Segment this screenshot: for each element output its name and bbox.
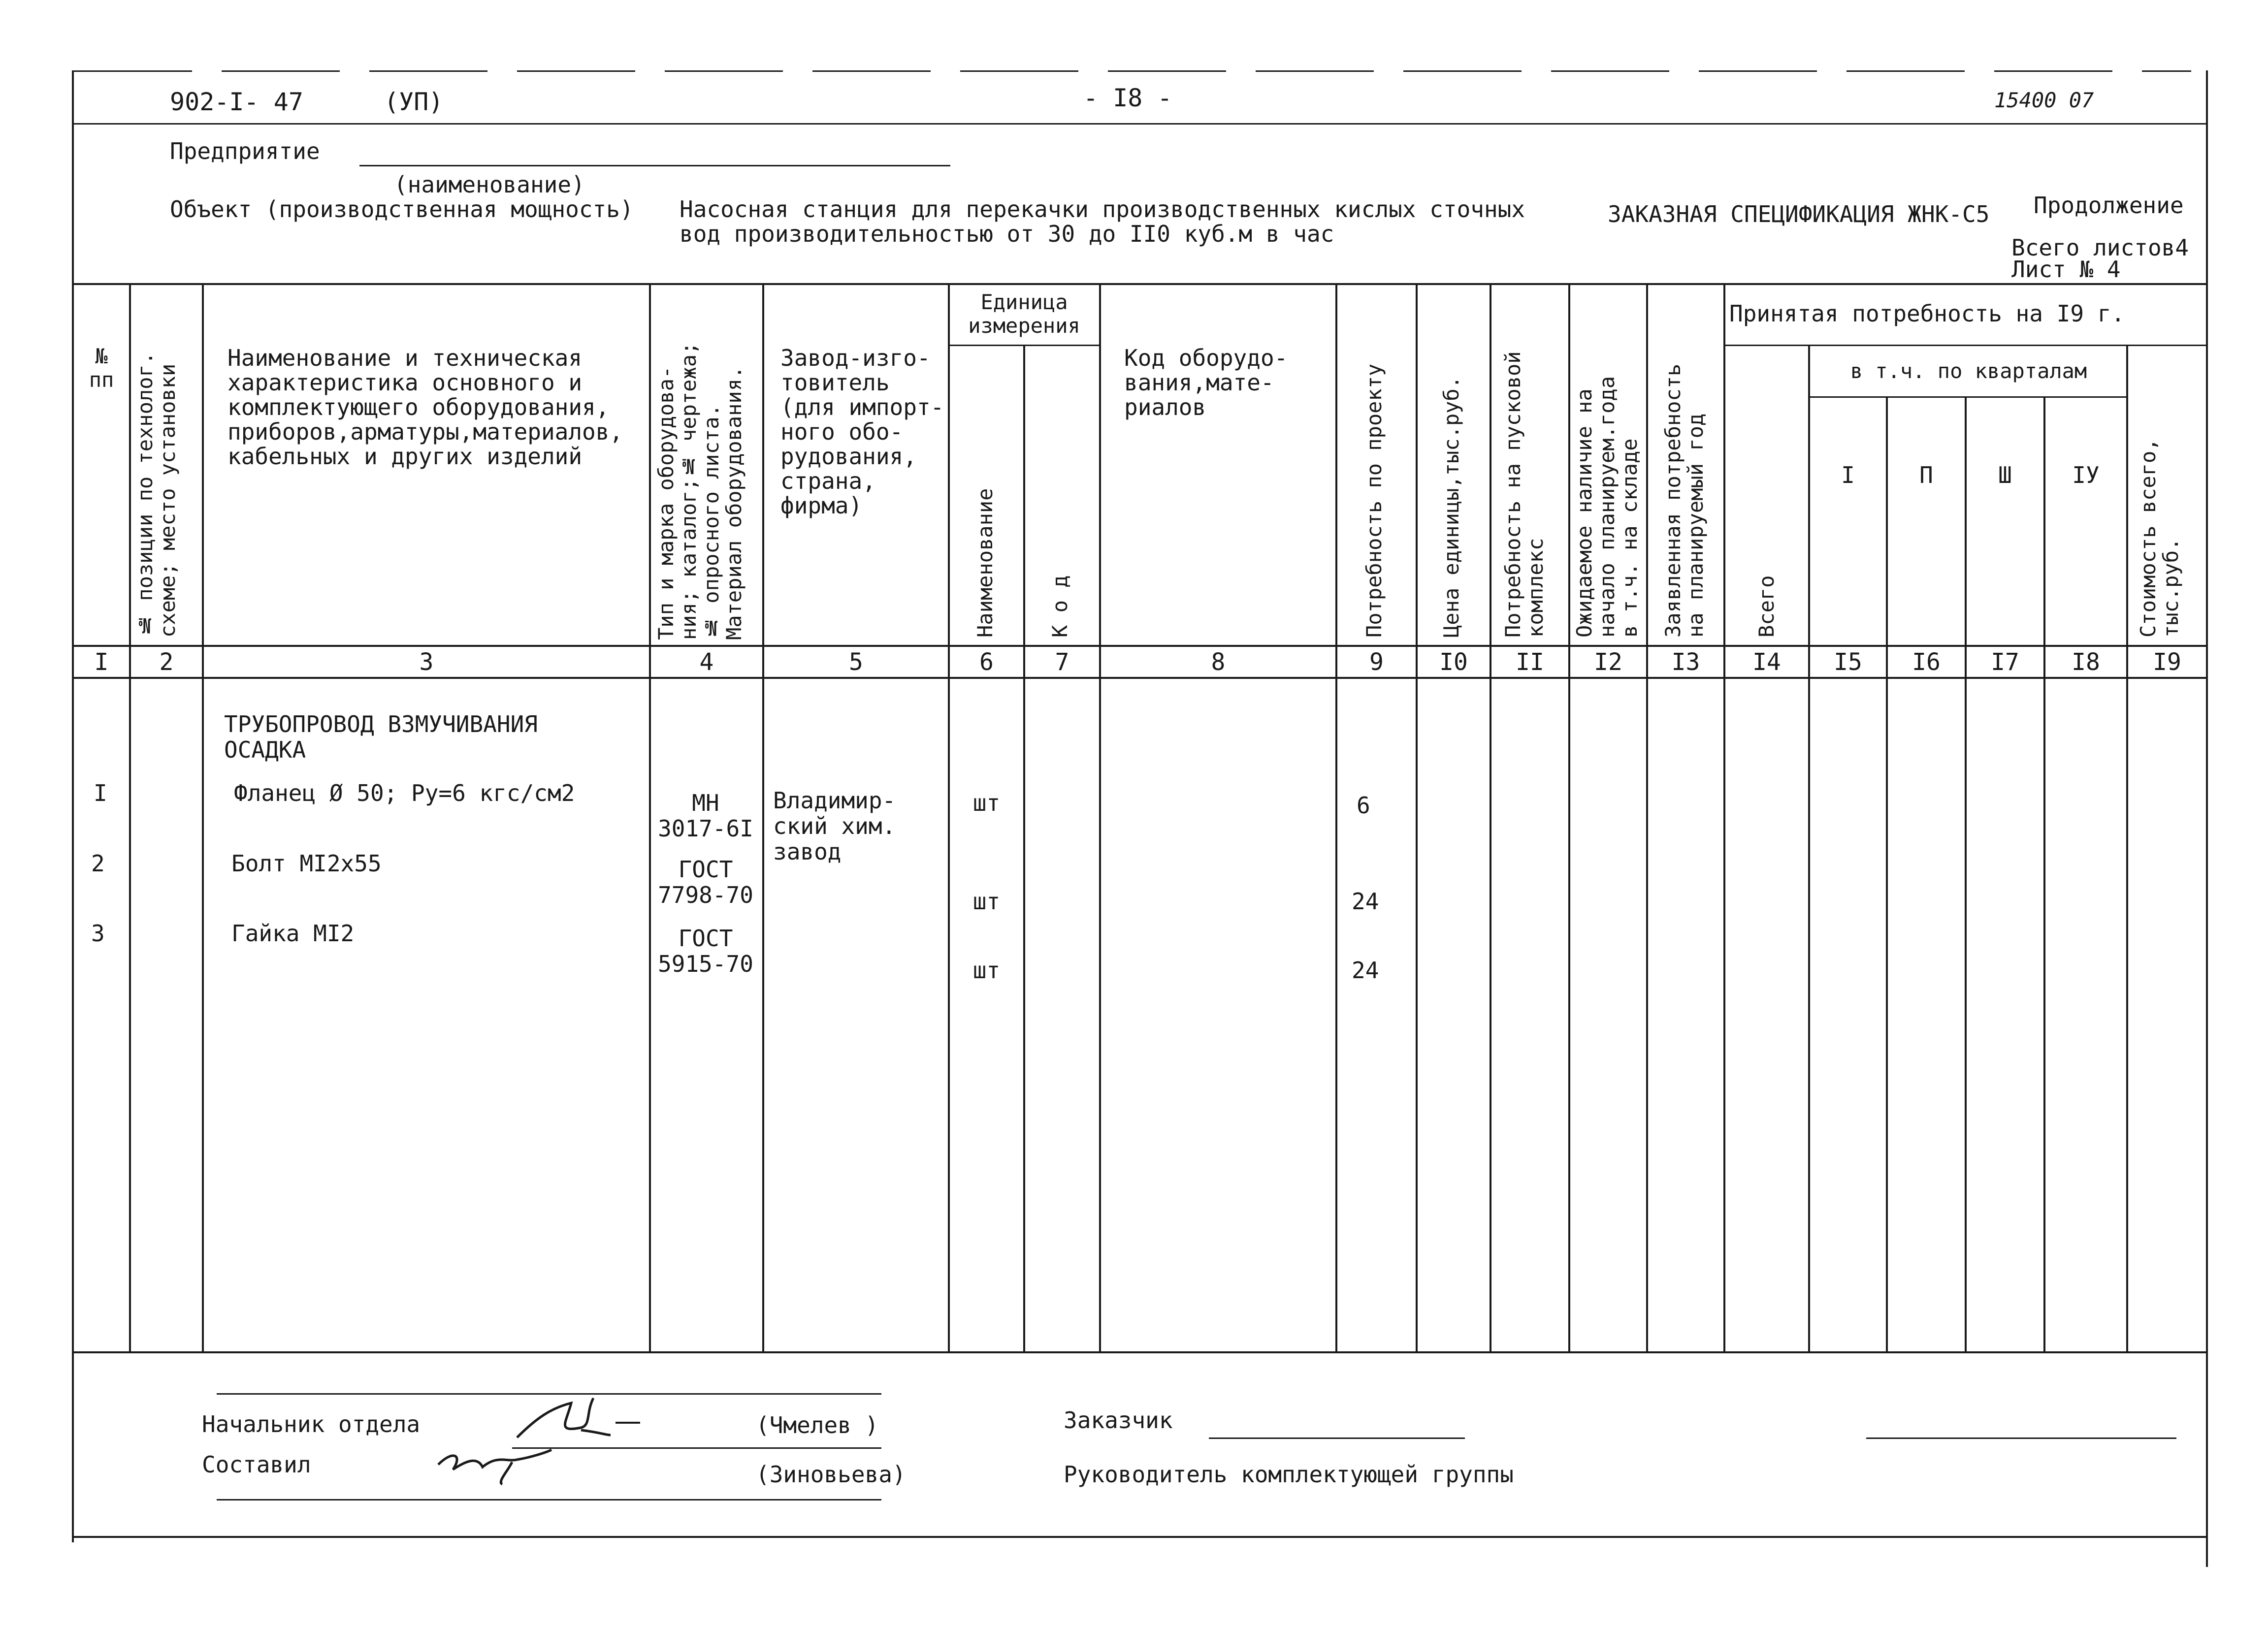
header-bottom-rule (72, 645, 2208, 647)
grid-v8 (1335, 283, 1337, 1351)
row-number: I (94, 780, 107, 806)
table-bottom-rule (72, 1351, 2208, 1353)
section-title: ТРУБОПРОВОД ВЗМУЧИВАНИЯ ОСАДКА (224, 711, 538, 763)
grid-v7 (1099, 283, 1101, 1351)
quarters-group-header: в т.ч. по кварталам (1850, 359, 2087, 383)
row-name: Гайка МI2 (231, 920, 355, 947)
head-name-line (512, 1447, 881, 1449)
accepted-group-header: Принятая потребность на I9 г. (1729, 300, 2125, 327)
row-type: ГОСТ 7798-70 (658, 856, 753, 908)
group-head-label: Руководитель комплектующей группы (1064, 1461, 1514, 1488)
compiler-signature (433, 1445, 561, 1489)
customer-label: Заказчик (1064, 1407, 1173, 1434)
col-start-need-header: Потребность на пусковой комплекс (1501, 351, 1548, 638)
grid-v4 (762, 283, 764, 1351)
col-name-header: Наименование и техническая характеристика основного и комплектующего оборудования, приборов,арматуры,материалов, кабельных и других изделий (227, 345, 623, 470)
col-cost-header: Стоимость всего, тыс.руб. (2136, 438, 2183, 638)
object-text: Насосная станция для перекачки производственных кислых сточных вод производительностью от 30 до II0 куб.м в час (680, 196, 1525, 247)
col-number: I9 (2153, 648, 2181, 676)
album-code: (УП) (384, 88, 444, 116)
continuation-label: Продолжение (2034, 192, 2184, 219)
row-type: МН 3017-6I (658, 790, 753, 842)
spec-title: ЗАКАЗНАЯ СПЕЦИФИКАЦИЯ ЖНК-С5 (1608, 201, 1990, 227)
grid-v14 (1808, 345, 1810, 1351)
col-number: 2 (159, 648, 174, 676)
col-number: I8 (2072, 648, 2100, 676)
doc-code: 902-I- 47 (170, 88, 303, 116)
grid-v10 (1490, 283, 1491, 1351)
col-expected-header: Ожидаемое наличие на начало планируем.года в т.ч. на складе (1572, 376, 1642, 638)
row-number: 3 (91, 920, 105, 947)
row-unit: шт (972, 790, 1001, 816)
grid-v1 (129, 283, 131, 1351)
row-unit: шт (972, 957, 1001, 984)
head-of-department-label: Начальник отдела (202, 1411, 421, 1437)
col-total-header: Всего (1754, 575, 1779, 638)
col-number: 9 (1369, 648, 1384, 676)
grid-v12 (1646, 283, 1648, 1351)
row-quantity: 24 (1352, 888, 1379, 915)
grid-v5 (948, 283, 950, 1351)
total-sheets: Всего листов4 (2011, 234, 2189, 261)
quarter-4-header: IУ (2072, 462, 2100, 488)
quarters-group-rule (1808, 396, 2126, 398)
grid-v11 (1568, 283, 1570, 1351)
grid-v15 (1886, 396, 1888, 1351)
col-code-header: Код оборудо- вания,мате- риалов (1124, 345, 1288, 420)
row-maker: Владимир- ский хим. завод (773, 787, 896, 865)
row-number: 2 (91, 850, 105, 877)
frame-bottom (72, 1536, 2208, 1538)
unit-group-header: Единица измерения (968, 290, 1080, 338)
col-unit-name-header: Наименование (973, 488, 997, 638)
inventory-number: 15400 07 (1994, 88, 2094, 112)
compiler-name: (Зиновьева) (756, 1461, 906, 1488)
col-number: 3 (419, 648, 434, 676)
customer-line (1209, 1437, 1465, 1439)
col-number: II (1516, 648, 1544, 676)
frame-left (72, 70, 74, 1542)
col-number: 6 (979, 648, 994, 676)
col-number: I6 (1912, 648, 1941, 676)
compiler-name-line (217, 1499, 881, 1500)
head-signature (507, 1388, 645, 1452)
col-number: I0 (1439, 648, 1468, 676)
col-number: I (94, 648, 109, 676)
col-unit-code-header: К о д (1048, 575, 1072, 638)
col-declared-header: Заявленная потребность на планируемый год (1661, 363, 1708, 638)
col-price-header: Цена единицы,тыс.руб. (1439, 376, 1463, 638)
compiler-label: Составил (202, 1451, 311, 1478)
numbers-bottom-rule (72, 677, 2208, 679)
row-name: Болт МI2х55 (231, 850, 382, 877)
col-number: 5 (849, 648, 863, 676)
row-name: Фланец Ø 50; Ру=6 кгс/см2 (234, 780, 575, 806)
accepted-group-rule (1723, 345, 2208, 346)
quarter-2-header: П (1919, 462, 1933, 488)
quarter-1-header: I (1841, 462, 1855, 488)
grid-v2 (202, 283, 204, 1351)
col-number: 7 (1055, 648, 1069, 676)
page-number: - I8 - (1083, 84, 1172, 112)
col-position-header: № позиции по технолог. схеме; место установки (133, 351, 180, 638)
col-number: I2 (1594, 648, 1622, 676)
col-number: I4 (1752, 648, 1781, 676)
grid-v16 (1965, 396, 1967, 1351)
col-number: 4 (699, 648, 714, 676)
object-label: Объект (производственная мощность) (170, 196, 634, 223)
row-quantity: 6 (1357, 792, 1370, 819)
col-number: I3 (1671, 648, 1700, 676)
header-rule (72, 123, 2208, 125)
row-unit: шт (972, 888, 1001, 915)
row-quantity: 24 (1352, 957, 1379, 984)
grid-v17 (2043, 396, 2045, 1351)
quarter-3-header: Ш (1998, 462, 2012, 488)
grid-v9 (1416, 283, 1418, 1351)
col-number: 8 (1211, 648, 1226, 676)
enterprise-underline (359, 165, 950, 166)
name-note: (наименование) (394, 171, 585, 198)
col-num-header: № пп (89, 344, 114, 392)
info-bottom-rule (72, 283, 2208, 285)
grid-v18 (2126, 345, 2128, 1351)
col-type-header: Тип и марка оборудова- ния; каталог;№ чертежа; № опросного листа. Материал оборудования. (654, 342, 746, 640)
head-of-department-name: (Чмелев ) (756, 1412, 879, 1438)
top-rule (74, 70, 2191, 72)
enterprise-label: Предприятие (170, 138, 320, 164)
frame-right (2206, 70, 2208, 1567)
grid-v6 (1023, 345, 1025, 1351)
col-need-header: Потребность по проекту (1362, 363, 1386, 638)
col-number: I7 (1991, 648, 2019, 676)
grid-v13 (1723, 283, 1725, 1351)
sheet-number: Лист № 4 (2011, 256, 2121, 283)
col-maker-header: Завод-изго- товитель (для импорт- ного обо- рудования, страна, фирма) (780, 345, 944, 519)
row-type: ГОСТ 5915-70 (658, 925, 753, 977)
col-number: I5 (1834, 648, 1862, 676)
unit-group-rule (948, 345, 1099, 346)
customer-right-line (1866, 1437, 2176, 1439)
